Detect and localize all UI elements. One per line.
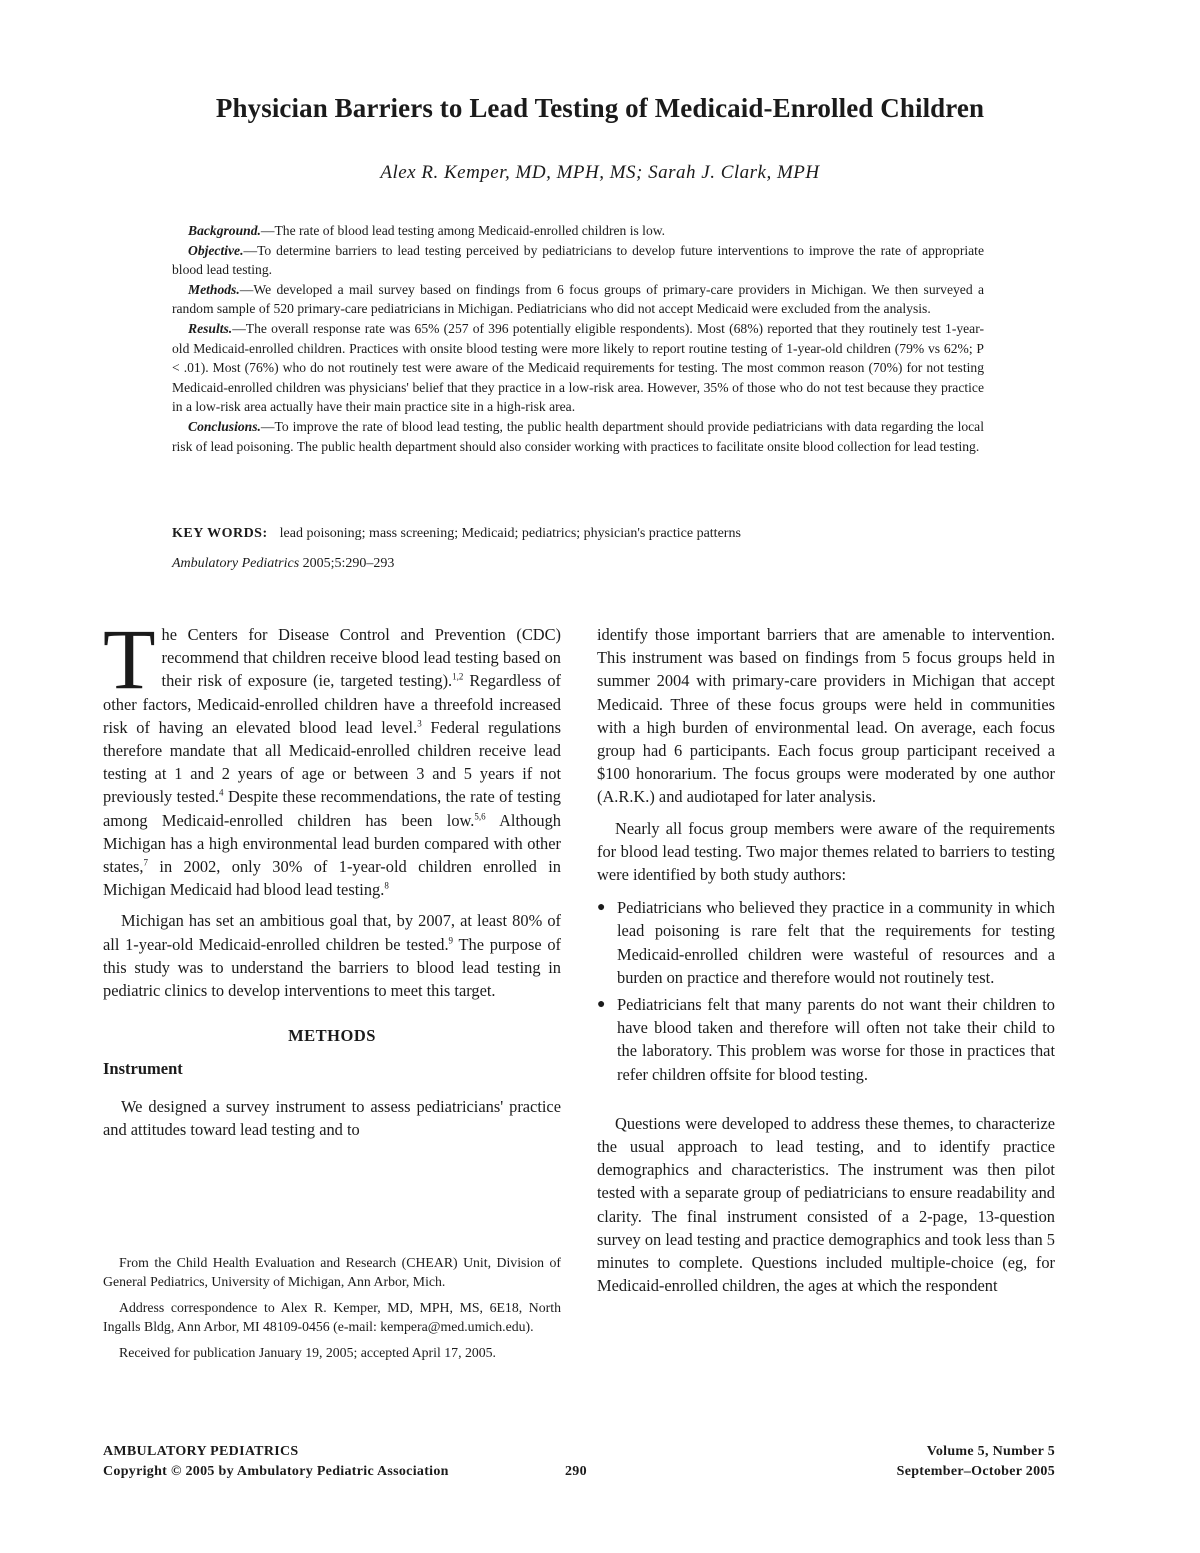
background-label: Background. (188, 223, 261, 238)
results-text: —The overall response rate was 65% (257 of 396 potentially eligible respondents). Most (68%) reported that they routinely test 1-year-old Medicaid-enrolled children. Practices with onsite blood testing were more likely to report routine testing of 1-year-old children (79% vs 62%; P < .01). Most (76%) who do not routinely test were aware of the Medicaid requirements for testing. The most common reason (70%) for not testing Medicaid-enrolled children was physicians' belief that they practice in a low-risk area. However, 35% of those who do not test because they practice in a low-risk area actually have their main practice site in a high-risk area. (172, 320, 984, 415)
list-item (597, 993, 1055, 1086)
footer-copyright: Copyright © 2005 by Ambulatory Pediatric Association (103, 1464, 449, 1479)
abstract-objective (172, 241, 984, 280)
drop-cap: T (103, 611, 156, 707)
objective-text: —To determine barriers to lead testing perceived by pediatricians to develop future interventions to improve the rate of appropriate blood lead testing. (172, 242, 984, 278)
keywords (172, 526, 984, 542)
footer-right (897, 1442, 1055, 1482)
list-item-text: Pediatricians felt that many parents do not want their children to have blood taken and therefore will often not take their child to the laboratory. This problem was worse for those in practices that refer children offsite for blood testing. (617, 995, 1055, 1084)
methods-heading: METHODS (288, 1026, 376, 1046)
abstract-conclusions (172, 417, 984, 456)
text-run: Regardless of other factors, Medicaid-enrolled children have a threefold increased risk of having an elevated blood lead level. (103, 671, 561, 737)
abstract-results (172, 319, 984, 417)
footnotes (103, 1253, 561, 1368)
reference-superscript: 3 (417, 718, 422, 729)
themes-list (597, 896, 1055, 1086)
objective-label: Objective. (188, 242, 244, 258)
received-note: Received for publication January 19, 2005; accepted April 17, 2005. (119, 1344, 497, 1360)
results-label: Results. (188, 320, 233, 336)
footer-volume: Volume 5, Number 5 (926, 1444, 1055, 1459)
reference-superscript: 9 (448, 935, 454, 946)
author-list: Alex R. Kemper, MD, MPH, MS; Sarah J. Clark, MPH (380, 162, 820, 183)
footer-journal: AMBULATORY PEDIATRICS (103, 1444, 299, 1459)
keywords-text: lead poisoning; mass screening; Medicaid; pediatrics; physician's practice patterns (279, 526, 741, 541)
affiliation-note: From the Child Health Evaluation and Research (CHEAR) Unit, Division of General Pediatrics, University of Michigan, Ann Arbor, Mich. (103, 1255, 561, 1290)
bullet-icon: ● (597, 900, 606, 916)
methods-text: —We developed a mail survey based on findings from 6 focus groups of primary-care providers in Michigan. We then surveyed a random sample of 520 primary-care pediatricians in Michigan. Pediatricians who did not accept Medicaid were excluded from the analysis. (172, 281, 984, 317)
body-column-left (103, 611, 561, 1141)
page-number: 290 (565, 1464, 587, 1479)
text-run: Although Michigan has a high environmental lead burden compared with other states, (103, 810, 561, 877)
reference-superscript: 7 (143, 857, 149, 868)
list-item-text: Pediatricians who believed they practice in a community in which lead poisoning is rare felt that the requirements for testing Medicaid-enrolled children were wasteful of resources and a burden on practice and therefore would not routinely test. (617, 898, 1055, 987)
footer-issue-date: September–October 2005 (896, 1464, 1055, 1479)
abstract-methods (172, 280, 984, 319)
intro-paragraph-1 (103, 611, 561, 901)
themes-paragraph: Nearly all focus group members were aware of the requirements for blood lead testing. Two major themes related to barriers to testing were identified by both study authors: (597, 818, 1055, 885)
body-column-right (597, 623, 1055, 1297)
instrument-heading: Instrument (103, 1059, 183, 1079)
reference-superscript: 5,6 (474, 811, 486, 822)
instrument-paragraph: We designed a survey instrument to assess pediatricians' practice and attitudes toward lead testing and to (103, 1096, 561, 1139)
abstract-background (172, 221, 984, 241)
citation-journal: Ambulatory Pediatrics (172, 556, 300, 571)
text-run: Michigan has set an ambitious goal that, by 2007, at least 80% of all 1-year-old Medicaid-enrolled children be tested. (103, 911, 561, 954)
text-run: he Centers for Disease Control and Prevention (CDC) recommend that children receive blood lead testing based on their risk of exposure (ie, targeted testing). (161, 625, 561, 691)
keywords-label: KEY WORDS: (172, 526, 268, 541)
citation (172, 556, 394, 572)
conclusions-label: Conclusions. (188, 418, 261, 434)
list-item (597, 896, 1055, 989)
citation-ref: 2005;5:290–293 (299, 556, 395, 571)
text-run: in 2002, only 30% of 1-year-old children enrolled in Michigan Medicaid had blood lead testing. (103, 857, 561, 900)
abstract (172, 221, 984, 456)
text-run: The purpose of this study was to understand the barriers to blood lead testing in pediatric clinics to develop interventions to meet this target. (103, 934, 561, 1001)
paper-title: Physician Barriers to Lead Testing of Medicaid-Enrolled Children (215, 93, 985, 123)
instrument-paragraph-cont: identify those important barriers that are amenable to intervention. This instrument was based on findings from 5 focus groups held in summer 2004 with primary-care providers in Michigan that accept Medicaid. Three of these focus groups were held in communities with a high burden of environmental lead. On average, each focus group had 6 participants. Each focus group participant received a $100 honorarium. The focus groups were moderated by one author (A.R.K.) and audiotaped for later analysis. (597, 625, 1055, 807)
methods-label: Methods. (188, 281, 240, 297)
reference-superscript: 1,2 (452, 671, 464, 682)
footer-left (103, 1442, 449, 1482)
intro-paragraph-2 (103, 909, 561, 1002)
questions-paragraph: Questions were developed to address these themes, to characterize the usual approach to lead testing, and to identify practice demographics and characteristics. The instrument was then pilot tested with a separate group of pediatricians to ensure readability and clarity. The final instrument consisted of a 2-page, 13-question survey on lead testing and practice demographics and took less than 5 minutes to complete. Questions included multiple-choice (eg, for Medicaid-enrolled children, the ages at which the respondent (597, 1113, 1055, 1296)
background-text: —The rate of blood lead testing among Medicaid-enrolled children is low. (260, 223, 666, 238)
text-run: Federal regulations therefore mandate that all Medicaid-enrolled children receive lead testing at 1 and 2 years of age or between 3 and 5 years if not previously tested. (103, 717, 561, 807)
reference-superscript: 8 (384, 880, 389, 891)
bullet-icon: ● (597, 997, 606, 1013)
reference-superscript: 4 (218, 787, 224, 798)
text-run: Despite these recommendations, the rate of testing among Medicaid-enrolled children has been low. (103, 787, 561, 830)
correspondence-note: Address correspondence to Alex R. Kemper, MD, MPH, MS, 6E18, North Ingalls Bldg, Ann Arbor, MI 48109-0456 (e-mail: kempera@med.umich.edu). (103, 1299, 561, 1335)
conclusions-text: —To improve the rate of blood lead testing, the public health department should provide pediatricians with data regarding the local risk of lead poisoning. The public health department should also consider working with practices to facilitate onsite blood collection for lead testing. (172, 418, 984, 454)
